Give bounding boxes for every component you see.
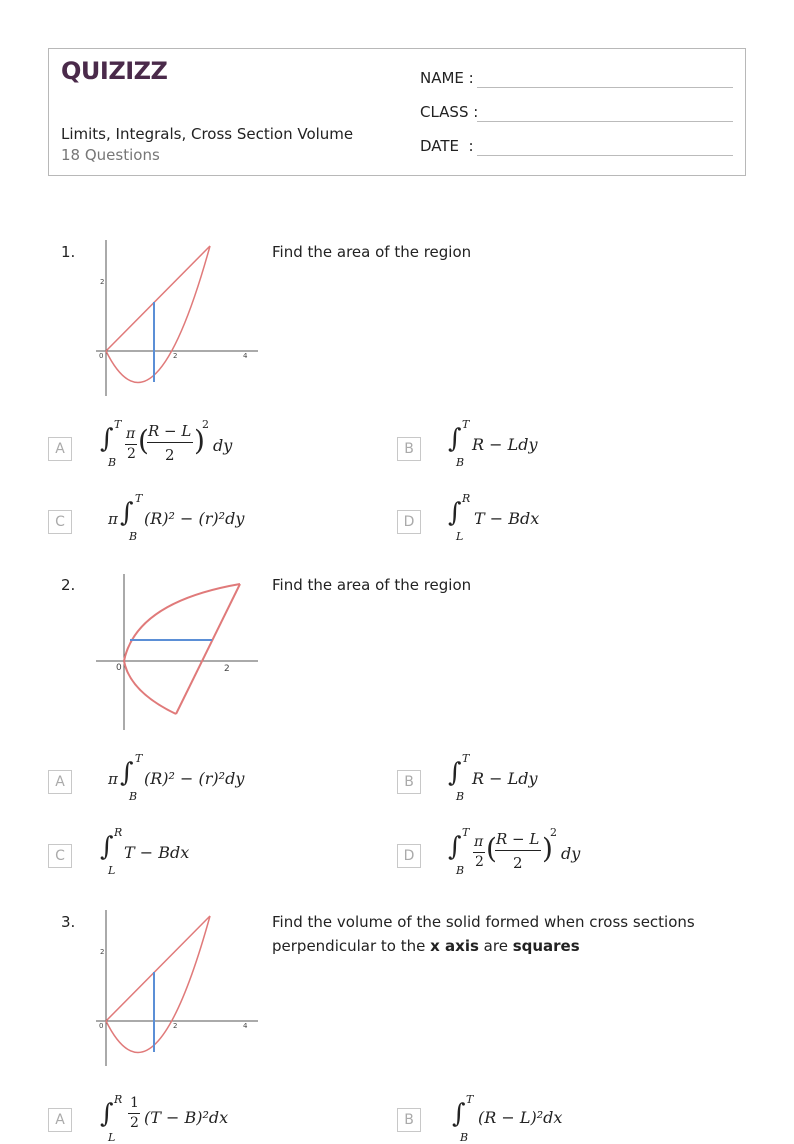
question-graph [96, 572, 258, 732]
parabola-curve [106, 916, 210, 1052]
question-number: 1. [61, 243, 76, 261]
class-field: CLASS : [420, 103, 478, 121]
option-letter[interactable]: D [397, 844, 421, 868]
option-letter[interactable]: A [48, 437, 72, 461]
option-formula[interactable]: ∫ R L T − Bdx [100, 826, 190, 877]
x-tick-label: 2 [173, 352, 178, 360]
option-letter[interactable]: A [48, 770, 72, 794]
option-formula[interactable]: ∫ R L 1 2 (T − B)²dx [100, 1093, 229, 1144]
option-letter[interactable]: C [48, 844, 72, 868]
parabola-curve [106, 246, 210, 382]
x-tick-label: 0 [99, 352, 104, 360]
question-text: Find the area of the region [272, 576, 472, 594]
name-field: NAME : [420, 69, 474, 87]
question-graph [96, 238, 258, 398]
option-letter[interactable]: B [397, 770, 421, 794]
option-letter[interactable]: D [397, 510, 421, 534]
option-formula[interactable]: ∫ T B R − Ldy [448, 418, 538, 469]
x-tick-label: 4 [243, 352, 248, 360]
x-tick-label: 0 [99, 1022, 104, 1030]
x-tick-label: 4 [243, 1022, 248, 1030]
question-number: 3. [61, 913, 76, 931]
option-letter[interactable]: A [48, 1108, 72, 1132]
question-count: 18 Questions [61, 146, 160, 164]
quizizz-logo: QUIZIZZ [61, 57, 168, 85]
option-formula[interactable]: π ∫ T B (R)² − (r)²dy [108, 752, 245, 803]
option-letter[interactable]: B [397, 1108, 421, 1132]
question-number: 2. [61, 576, 76, 594]
question-graph [96, 908, 258, 1068]
option-formula[interactable]: ∫ R L T − Bdx [448, 492, 540, 543]
worksheet-header [48, 48, 746, 176]
option-formula[interactable]: ∫ T B π 2 ( R − L 2 ) 2 dy [100, 418, 233, 469]
x-tick-label: 0 [116, 663, 122, 673]
option-letter[interactable]: C [48, 510, 72, 534]
question-text: Find the volume of the solid formed when cross sections perpendicular to the x axis are squares [272, 913, 695, 955]
upper-curve [124, 584, 240, 661]
name-line [477, 87, 733, 88]
question-text: Find the area of the region [272, 243, 472, 261]
y-tick-label: 2 [100, 278, 105, 286]
lower-curve [124, 661, 176, 714]
date-field: DATE : [420, 137, 474, 155]
option-letter[interactable]: B [397, 437, 421, 461]
option-formula[interactable]: ∫ T B π 2 ( R − L 2 ) 2 dy [448, 826, 581, 877]
x-tick-label: 2 [173, 1022, 178, 1030]
date-line [477, 155, 733, 156]
option-formula[interactable]: ∫ T B R − Ldy [448, 752, 538, 803]
option-formula[interactable]: ∫ T B (R − L)²dx [452, 1093, 563, 1144]
class-line [477, 121, 733, 122]
line-curve [176, 584, 240, 714]
option-formula[interactable]: π ∫ T B (R)² − (r)²dy [108, 492, 245, 543]
x-tick-label: 2 [224, 664, 230, 674]
worksheet-title: Limits, Integrals, Cross Section Volume [61, 125, 354, 143]
y-tick-label: 2 [100, 948, 105, 956]
